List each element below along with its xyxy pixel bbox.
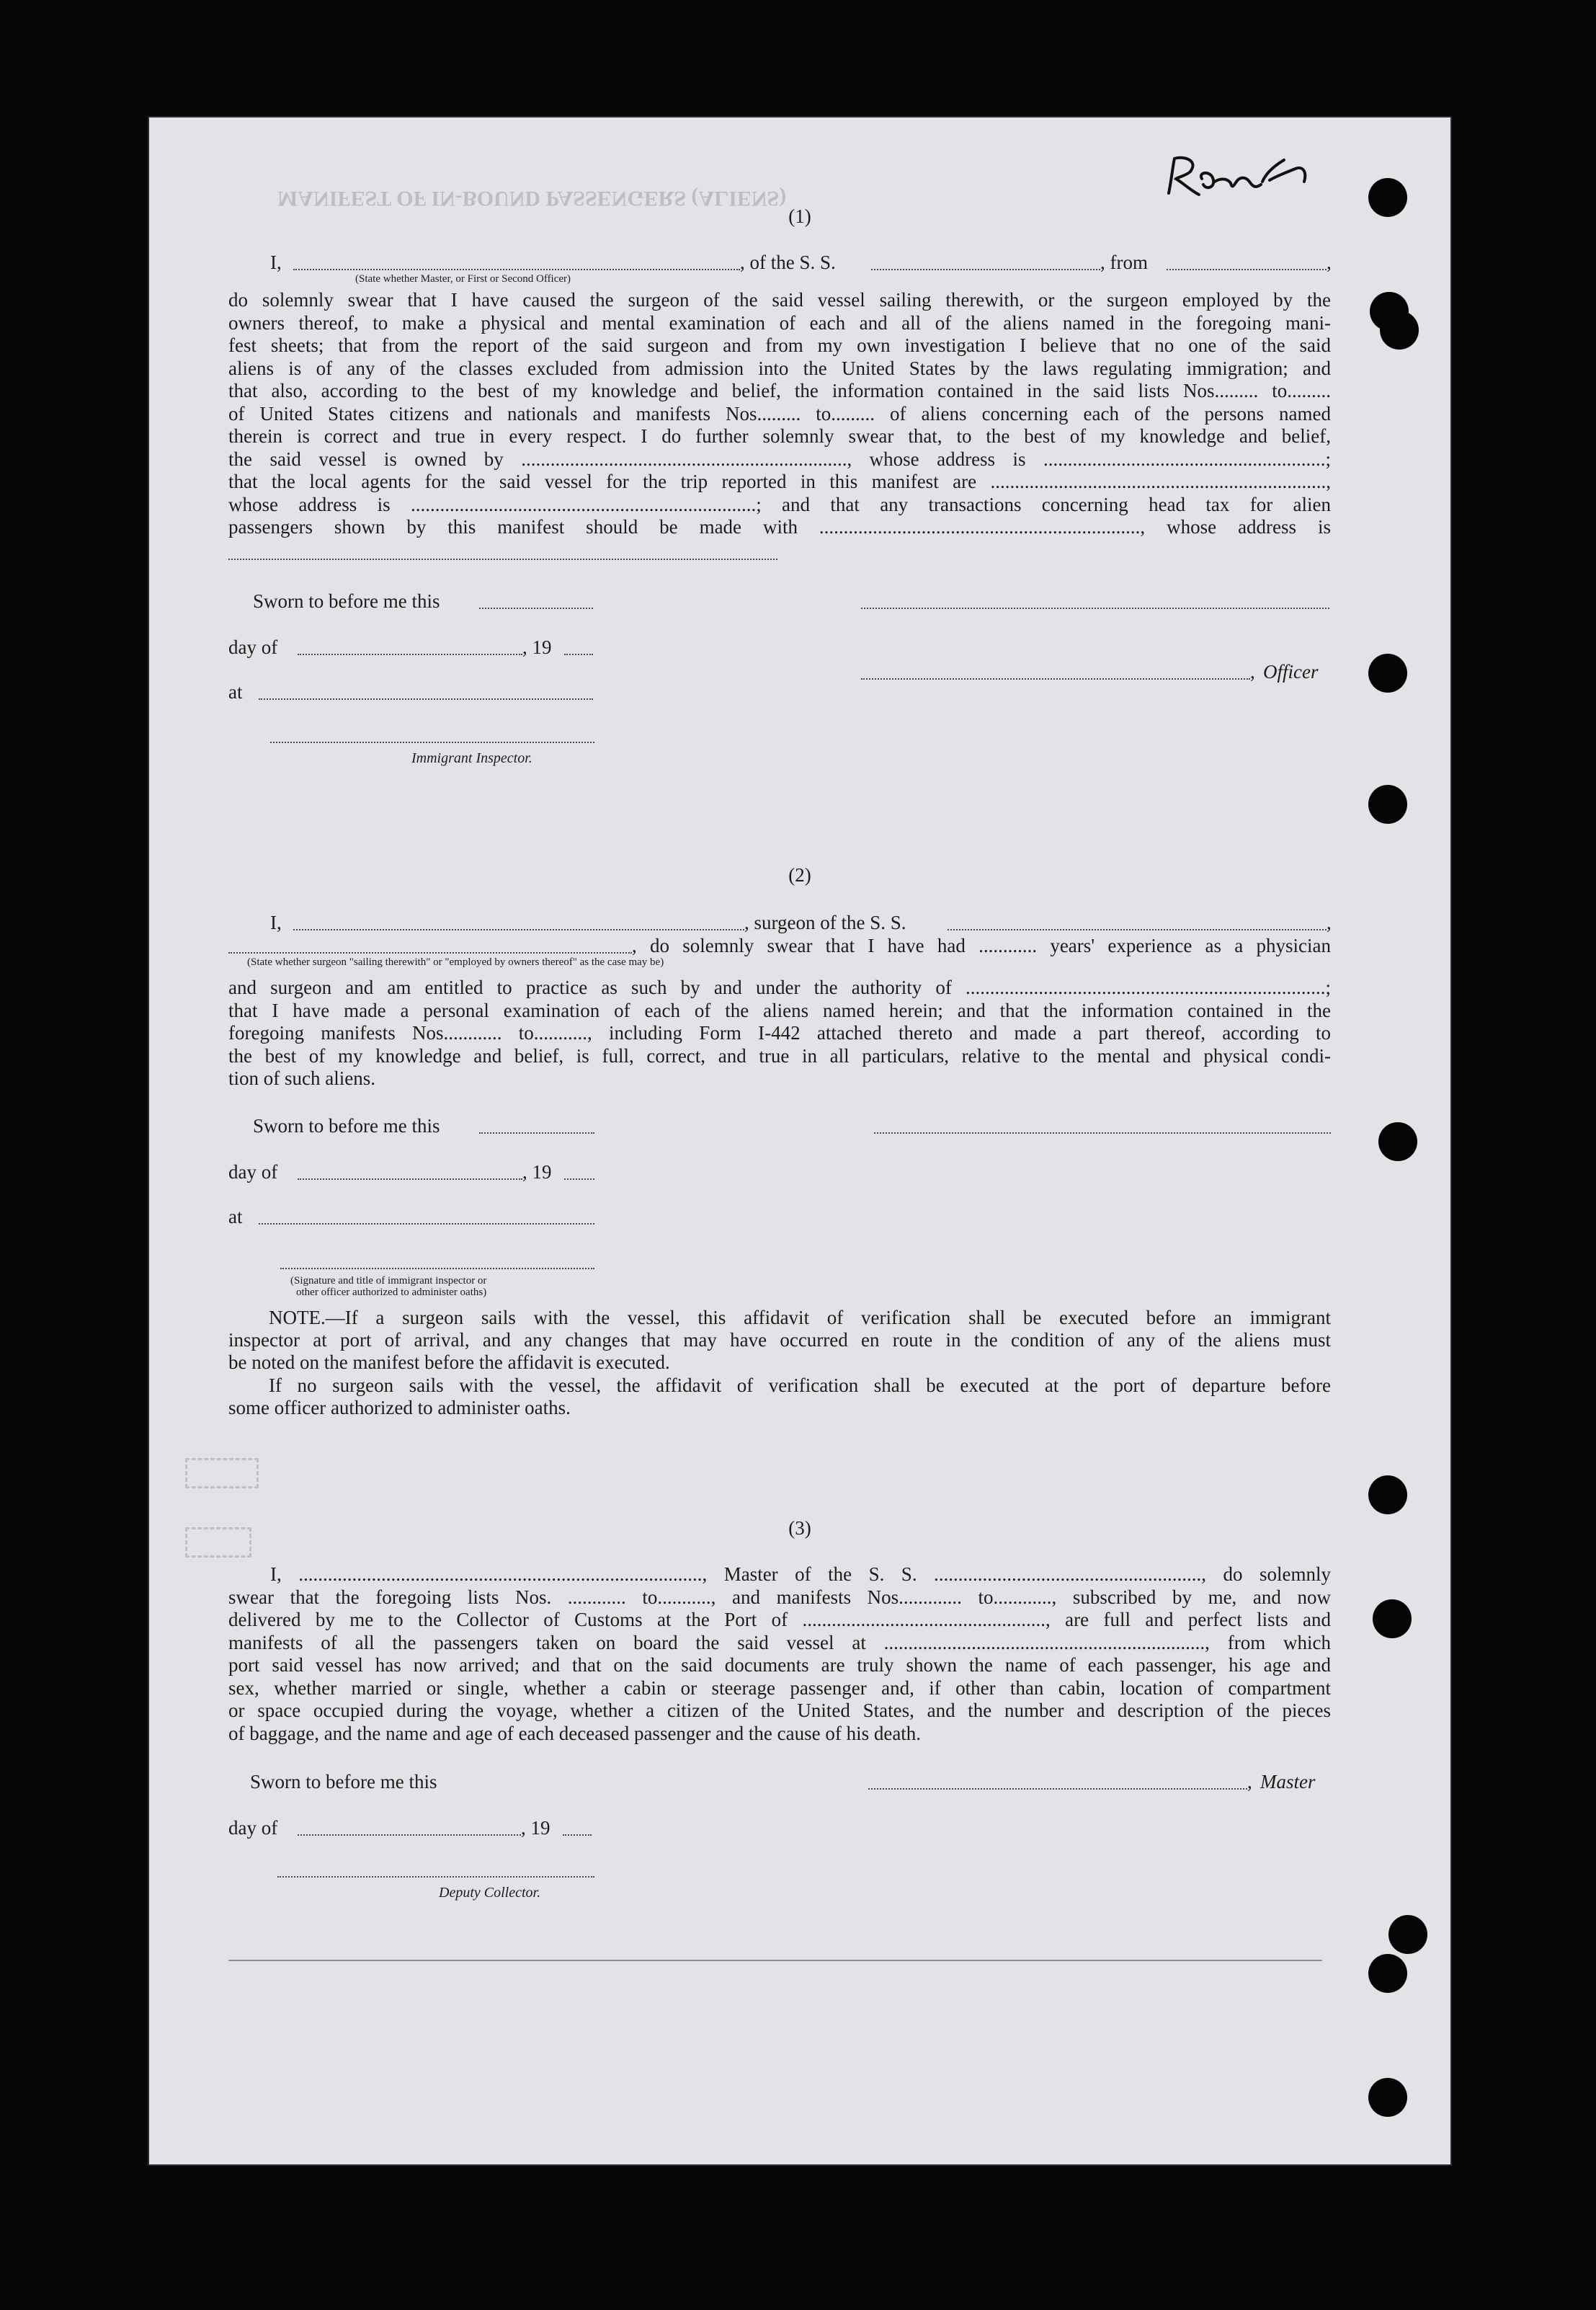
binder-hole — [1373, 1599, 1412, 1638]
s2-sig-caption-2: other officer authorized to administer oaths) — [296, 1287, 487, 1298]
s2-day-blank — [298, 1178, 522, 1180]
s3-master-comma: , — [1247, 1771, 1252, 1793]
s1-year: , 19 — [522, 636, 552, 658]
binder-hole — [1388, 1915, 1427, 1954]
s1-year-blank — [564, 654, 593, 655]
s1-body: do solemnly swear that I have caused the surgeon of the said vessel sailing therewith, or the surgeon employed by the owners thereof, to make a physical and mental examination of each and all of the aliens named in the foregoing mani- fest sheets; that from the report of the said surgeon and from my own investigation I believe that no one of the said aliens is of any of the classes excluded from admission into the United States by the laws regulating immigration; and that also, according to the best of my knowledge and belief, the information contained in the said lists Nos......... to......... of United States citizens and nationals and manifests Nos......... to......... of aliens concerning each of the persons named therein is correct and true in every respect. I do further solemnly swear that, to the best of my knowledge and belief, the said vessel is owned by ..................................................................., whose address is ..........................................................; that the local agents for the said vessel for the trip reported in this manifest are ....................................................................., whose address is .......................................................................; and that any transactions concerning head tax for alien passengers shown by this manifest should be made with .................................................................., whose address is — [228, 289, 1331, 538]
binder-hole — [1368, 2078, 1407, 2117]
faint-stamp-1 — [185, 1458, 259, 1488]
binder-hole — [1378, 1122, 1417, 1161]
s1-inspector-label: Immigrant Inspector. — [411, 750, 532, 766]
s2-at-blank — [259, 1223, 594, 1225]
faint-stamp-2 — [185, 1527, 251, 1558]
binder-hole — [1368, 654, 1407, 693]
binder-hole — [1368, 785, 1407, 824]
s2-day-of: day of — [228, 1161, 278, 1183]
s2-line1-ss: , surgeon of the S. S. — [744, 912, 906, 933]
s1-vessel-blank — [871, 269, 1100, 270]
binder-hole — [1368, 1475, 1407, 1514]
s2-note-b: inspector at port of arrival, and any changes that may have occurred en route in the condition of any of the aliens must — [228, 1329, 1331, 1351]
s2-at: at — [228, 1206, 243, 1227]
s3-collector-label: Deputy Collector. — [439, 1885, 541, 1901]
s2-inspector-sig — [280, 1268, 594, 1269]
binder-hole — [1380, 311, 1419, 350]
s1-day-blank — [298, 654, 522, 655]
s1-address-blank — [228, 559, 777, 560]
s3-year: , 19 — [521, 1817, 550, 1839]
s1-line1-ss: , of the S. S. — [740, 252, 836, 273]
s1-master-blank — [293, 269, 740, 270]
s2-year: , 19 — [522, 1161, 552, 1183]
s1-caption: (State whether Master, or First or Second Officer) — [355, 273, 571, 285]
s1-sworn: Sworn to before me this — [253, 590, 440, 612]
s2-sworn: Sworn to before me this — [253, 1115, 440, 1137]
binder-hole — [1368, 178, 1407, 217]
s2-year-blank — [564, 1178, 594, 1180]
s1-officer-comma: , — [1250, 661, 1255, 683]
handwritten-annotation — [1162, 150, 1378, 208]
s2-note2: If no surgeon sails with the vessel, the affidavit of verification shall be executed at the port of departure before — [269, 1374, 1331, 1396]
bottom-rule — [228, 1960, 1322, 1961]
s2-note2-last: some officer authorized to administer oaths. — [228, 1397, 571, 1418]
s2-note: NOTE.—If a surgeon sails with the vessel, this affidavit of verification shall be executed before an immigrant — [269, 1307, 1331, 1328]
s1-from-blank — [1167, 269, 1327, 270]
s1-comma: , — [1327, 252, 1332, 273]
s1-officer-label: Officer — [1263, 661, 1319, 683]
s3-day-of: day of — [228, 1817, 278, 1839]
s2-body-last: tion of such aliens. — [228, 1067, 375, 1089]
s1-line1-i: I, — [270, 252, 282, 273]
s1-line1-from: , from — [1100, 252, 1148, 273]
s2-sworn-blank — [479, 1132, 594, 1134]
s3-collector-sig — [277, 1876, 594, 1878]
s2-line2-blank — [228, 952, 632, 954]
s1-at-blank — [259, 698, 593, 700]
s2-line2: , do solemnly swear that I have had ............ years' experience as a physician — [632, 935, 1331, 956]
s1-at: at — [228, 681, 243, 703]
section-2-heading: (2) — [788, 864, 811, 886]
binder-hole — [1368, 1954, 1407, 1993]
s2-body: and surgeon and am entitled to practice as such by and under the authority of ..........................................................................; that I have made a personal examination of each of the aliens named herein; and that the information contained in the foregoing manifests Nos............ to..........., including Form I-442 attached thereto and made a part thereof, according to the best of my knowledge and belief, is full, correct, and true in all particulars, relative to the mental and physical condi- — [228, 977, 1331, 1067]
s3-day-blank — [298, 1834, 521, 1836]
s1-day-of: day of — [228, 636, 278, 658]
s1-officer-blank — [861, 678, 1250, 680]
s1-right-sig-blank — [861, 608, 1329, 609]
s3-year-blank — [563, 1834, 592, 1836]
s2-note-last: be noted on the manifest before the affidavit is executed. — [228, 1351, 670, 1373]
s2-sig-caption-1: (Signature and title of immigrant inspector or — [290, 1275, 487, 1287]
s1-sworn-blank — [479, 608, 593, 609]
s2-line1-i: I, — [270, 912, 282, 933]
s2-vessel-blank — [948, 929, 1327, 930]
s3-sworn: Sworn to before me this — [250, 1771, 437, 1793]
faint-header: MANIFEST OF IN-BOUND PASSENGERS (ALIENS) — [277, 187, 787, 210]
s2-comma: , — [1327, 912, 1332, 933]
section-3-heading: (3) — [788, 1517, 811, 1539]
s3-master-label: Master — [1260, 1771, 1316, 1793]
section-1-heading: (1) — [788, 205, 811, 227]
s2-surgeon-blank — [293, 929, 744, 930]
s2-caption: (State whether surgeon "sailing therewith" or "employed by owners thereof" as the case may be) — [247, 956, 664, 968]
manifest-page — [149, 117, 1450, 2164]
s3-body: I, ..................................................................................., Master of the S. S. ......................................................., do solemnly swear that the foregoing lists Nos. ............ to..........., and manifests Nos............. to............, subscribed by me, and now delivered by me to the Collector of Customs at the Port of .................................................., are full and perfect lists and manifests of all the passengers taken on board the said vessel at .................................................................., from which port said vessel has now arrived; and that on the said documents are truly shown the name of each passenger, his age and sex, whether married or single, whether a cabin or steerage passenger and, if other than cabin, location of compartment or space occupied during the voyage, whether a citizen of the United States, and the number and description of the pieces — [228, 1563, 1331, 1721]
s1-inspector-sig — [270, 742, 594, 743]
s3-body-last: of baggage, and the name and age of each deceased passenger and the cause of his death. — [228, 1723, 922, 1744]
s3-master-blank — [868, 1788, 1247, 1790]
s2-right-sig-blank — [874, 1132, 1331, 1134]
